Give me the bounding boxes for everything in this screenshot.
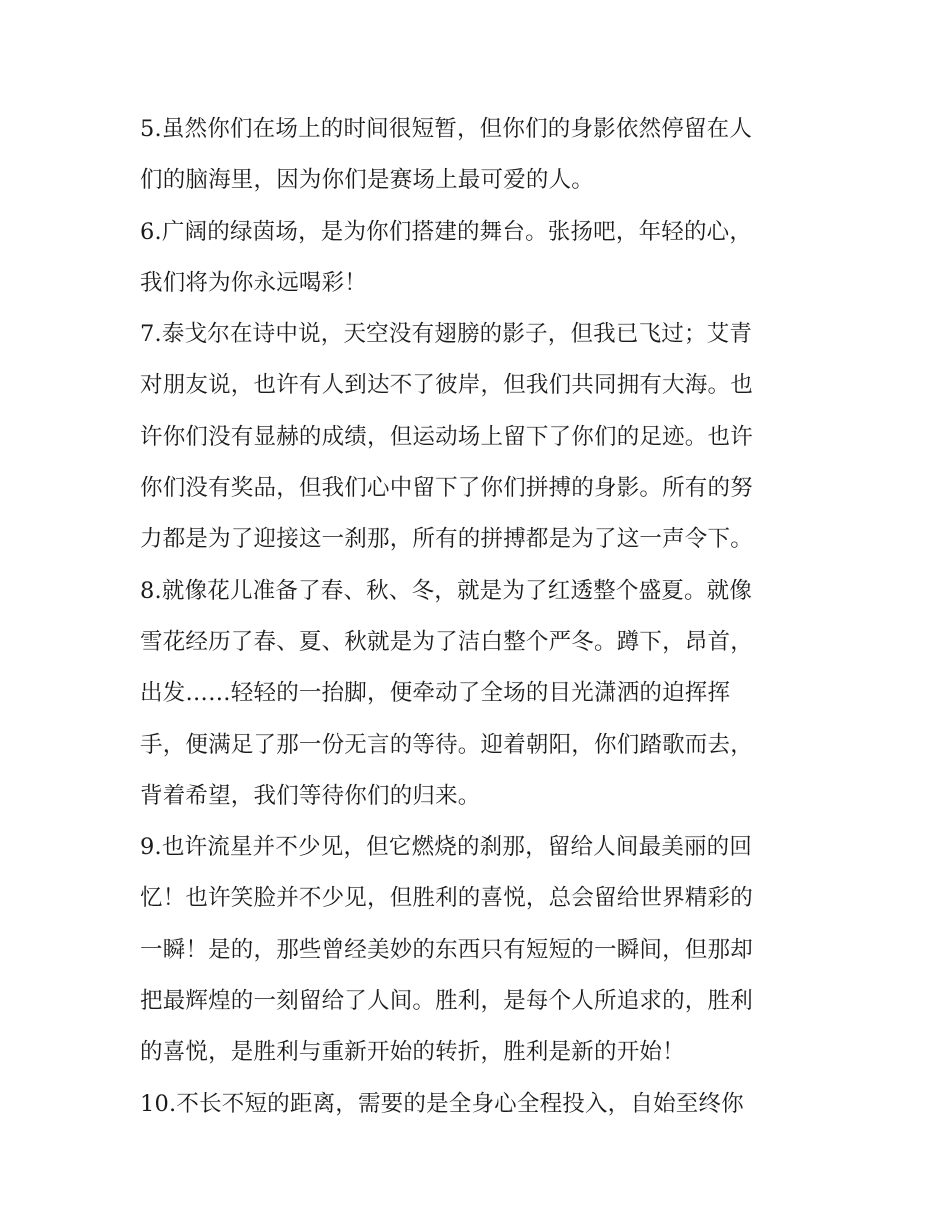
text-line: 我们将为你永远喝彩！ [140,269,368,296]
text-line: 把最辉煌的一刻留给了人间。胜利，是每个人所追求的，胜利 [140,988,753,1015]
document-body [140,104,820,1130]
text-line: 你们没有奖品，但我们心中留下了你们拼搏的身影。所有的努 [140,475,753,502]
text-line: 10.不长不短的距离，需要的是全身心全程投入，自始至终你 [140,1090,744,1117]
text-line: 出发……轻轻的一抬脚，便牵动了全场的目光潇洒的迫挥挥 [140,680,731,707]
text-line: 8.就像花儿准备了春、秋、冬，就是为了红透整个盛夏。就像 [140,577,753,604]
text-line: 5.虽然你们在场上的时间很短暂，但你们的身影依然停留在人 [140,116,753,142]
text-line: 对朋友说，也许有人到达不了彼岸，但我们共同拥有大海。也 [140,372,753,399]
text-line: 7.泰戈尔在诗中说，天空没有翅膀的影子，但我已飞过；艾青 [140,321,753,348]
text-line: 9.也许流星并不少见，但它燃烧的刹那，留给人间最美丽的回 [140,834,753,861]
text-line: 一瞬！是的，那些曾经美妙的东西只有短短的一瞬间，但那却 [140,936,753,963]
text-line: 背着希望，我们等待你们的归来。 [140,782,481,809]
text-line: 们的脑海里，因为你们是赛场上最可爱的人。 [140,167,595,194]
text-line: 忆！也许笑脸并不少见，但胜利的喜悦，总会留给世界精彩的 [140,885,753,912]
text-line: 手，便满足了那一份无言的等待。迎着朝阳，你们踏歌而去， [140,731,753,758]
text-line: 6.广阔的绿茵场，是为你们搭建的舞台。张扬吧，年轻的心， [140,218,753,245]
text-line: 力都是为了迎接这一刹那，所有的拼搏都是为了这一声令下。 [140,526,753,553]
text-line: 的喜悦，是胜利与重新开始的转折，胜利是新的开始！ [140,1039,685,1066]
text-line: 许你们没有显赫的成绩，但运动场上留下了你们的足迹。也许 [140,423,753,450]
text-line: 雪花经历了春、夏、秋就是为了洁白整个严冬。蹲下，昂首， [140,628,753,655]
